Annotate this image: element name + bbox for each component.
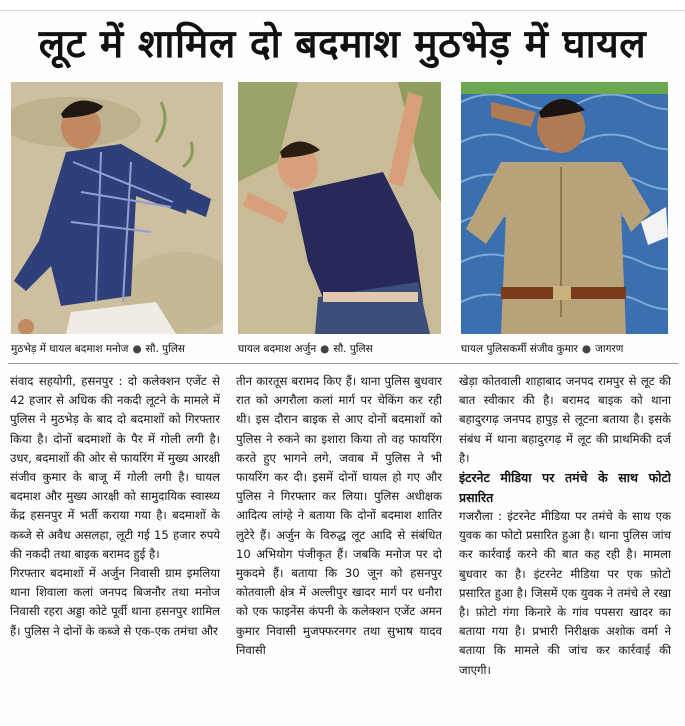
photo-manoj-image: [11, 82, 223, 334]
photo-sanjeev-kumar: [461, 82, 668, 334]
divider: [8, 363, 678, 364]
subheading: इंटरनेट मीडिया पर तमंचे के साथ फोटो प्रसारित: [459, 470, 671, 505]
caption-text: मुठभेड़ में घायल बदमाश मनोज: [11, 343, 129, 355]
caption-manoj: [11, 340, 226, 358]
headline: लूट में शामिल दो बदमाश मुठभेड़ में घायल: [38, 22, 647, 67]
bullet-icon: ●: [320, 343, 330, 355]
photo-arjun: [238, 82, 441, 334]
article-column-1: [10, 372, 220, 722]
article-paragraph: तीन कारतूस बरामद किए हैं। थाना पुलिस बुधवार रात को अगरौला कलां मार्ग पर चेकिंग कर रही थी। इस दौरान बाइक से आए दोनों बदमाशों को पुलिस ने रुकने का इशारा किया तो वह फायरिंग करते हुए भागने लगे, जवाब में पुलिस ने भी फायरिंग कर दी। इसमें दोनों घायल हो गए और पुलिस ने गिरफ्तार कर लिया। पुलिस अधीक्षक आदित्य लांग्हे ने बताया कि दोनों बदमाश शातिर लुटेरे हैं। अर्जुन के विरुद्ध लूट आदि से संबंधित 10 अभियोग पंजीकृत हैं। जबकि मनोज पर दो मुकदमे हैं। बताया कि 30 जून को हसनपुर कोतवाली क्षेत्र में अल्लीपुर खादर मार्ग पर धनौरा को एक फाइनेंस कंपनी के कलेक्शन एजेंट अमन कुमार निवासी मुजफ्फरनगर तथा सुभाष यादव निवासी: [236, 374, 442, 657]
article-column-2: [236, 372, 442, 722]
article-paragraph: संवाद सहयोगी, हसनपुर : दो कलेक्शन एजेंट से 42 हजार से अधिक की नकदी लूटने के मामले में पुलिस ने मुठभेड़ के बाद दो बदमाशों को गिरफ्तार किया है। दोनों बदमाशों के पैर में गोली लगी है। उधर, बदमाशों की ओर से फायरिंग में मुख्य आरक्षी संजीव कुमार के बाजू में गोली लगी है। घायल बदमाश और मुख्य आरक्षी को सामुदायिक स्वास्थ्य केंद्र हसनपुर में भर्ती कराया गया है। बदमाशों के कब्जे से अवैध असलहा, लूटी गई 15 हजार रुपये की नकदी तथा बाइक बरामद हुई है।: [10, 374, 220, 561]
bullet-icon: ●: [581, 343, 592, 355]
caption-credit: सौ. पुलिस: [145, 343, 186, 355]
article-column-3: [459, 372, 671, 722]
caption-text: घायल पुलिसकर्मी संजीव कुमार: [461, 343, 578, 355]
caption-text: घायल बदमाश अर्जुन: [238, 343, 317, 355]
caption-arjun: [238, 340, 443, 358]
caption-credit: सौ. पुलिस: [333, 343, 373, 355]
photo-arjun-image: [238, 82, 441, 334]
photo-manoj: [11, 82, 223, 334]
top-strip: [0, 0, 685, 11]
caption-sanjeev: [461, 340, 676, 358]
photo-sanjeev-image: [461, 82, 668, 334]
article-paragraph: गजरौला : इंटरनेट मीडिया पर तमंचे के साथ एक युवक का फोटो प्रसारित हुआ है। थाना पुलिस जांच कर कार्रवाई करने की बात कह रही है। मामला बुधवार का है। इंटरनेट मीडिया पर एक फ़ोटो प्रसारित हुआ है। जिसमें एक युवक ने तमंचे ले रखा है। फ़ोटो गंगा किनारे के गांव पपसरा खादर का बताया गया है। प्रभारी निरीक्षक अशोक वर्मा ने बताया कि मामले की जांच कर कार्रवाई की जाएगी।: [459, 509, 671, 677]
bullet-icon: ●: [132, 343, 142, 355]
caption-credit: जागरण: [595, 343, 624, 355]
article-paragraph: गिरफ्तार बदमाशों में अर्जुन निवासी ग्राम इमलिया थाना शिवाला कलां जनपद बिजनौर तथा मनोज निवासी रहरा अड्डा कोटे पूर्वी थाना हसनपुर शामिल हैं। पुलिस ने दोनों के कब्जे से एक-एक तमंचा और: [10, 566, 220, 638]
article-paragraph: खेड़ा कोतवाली शाहाबाद जनपद रामपुर से लूट की बात स्वीकार की है। बरामद बाइक को थाना बहादुरगढ़ जनपद हापुड़ से लूटना बताया है। इसके संबंध में थाना बहादुरगढ़ में लूट की प्राथमिकी दर्ज है।: [459, 374, 671, 465]
